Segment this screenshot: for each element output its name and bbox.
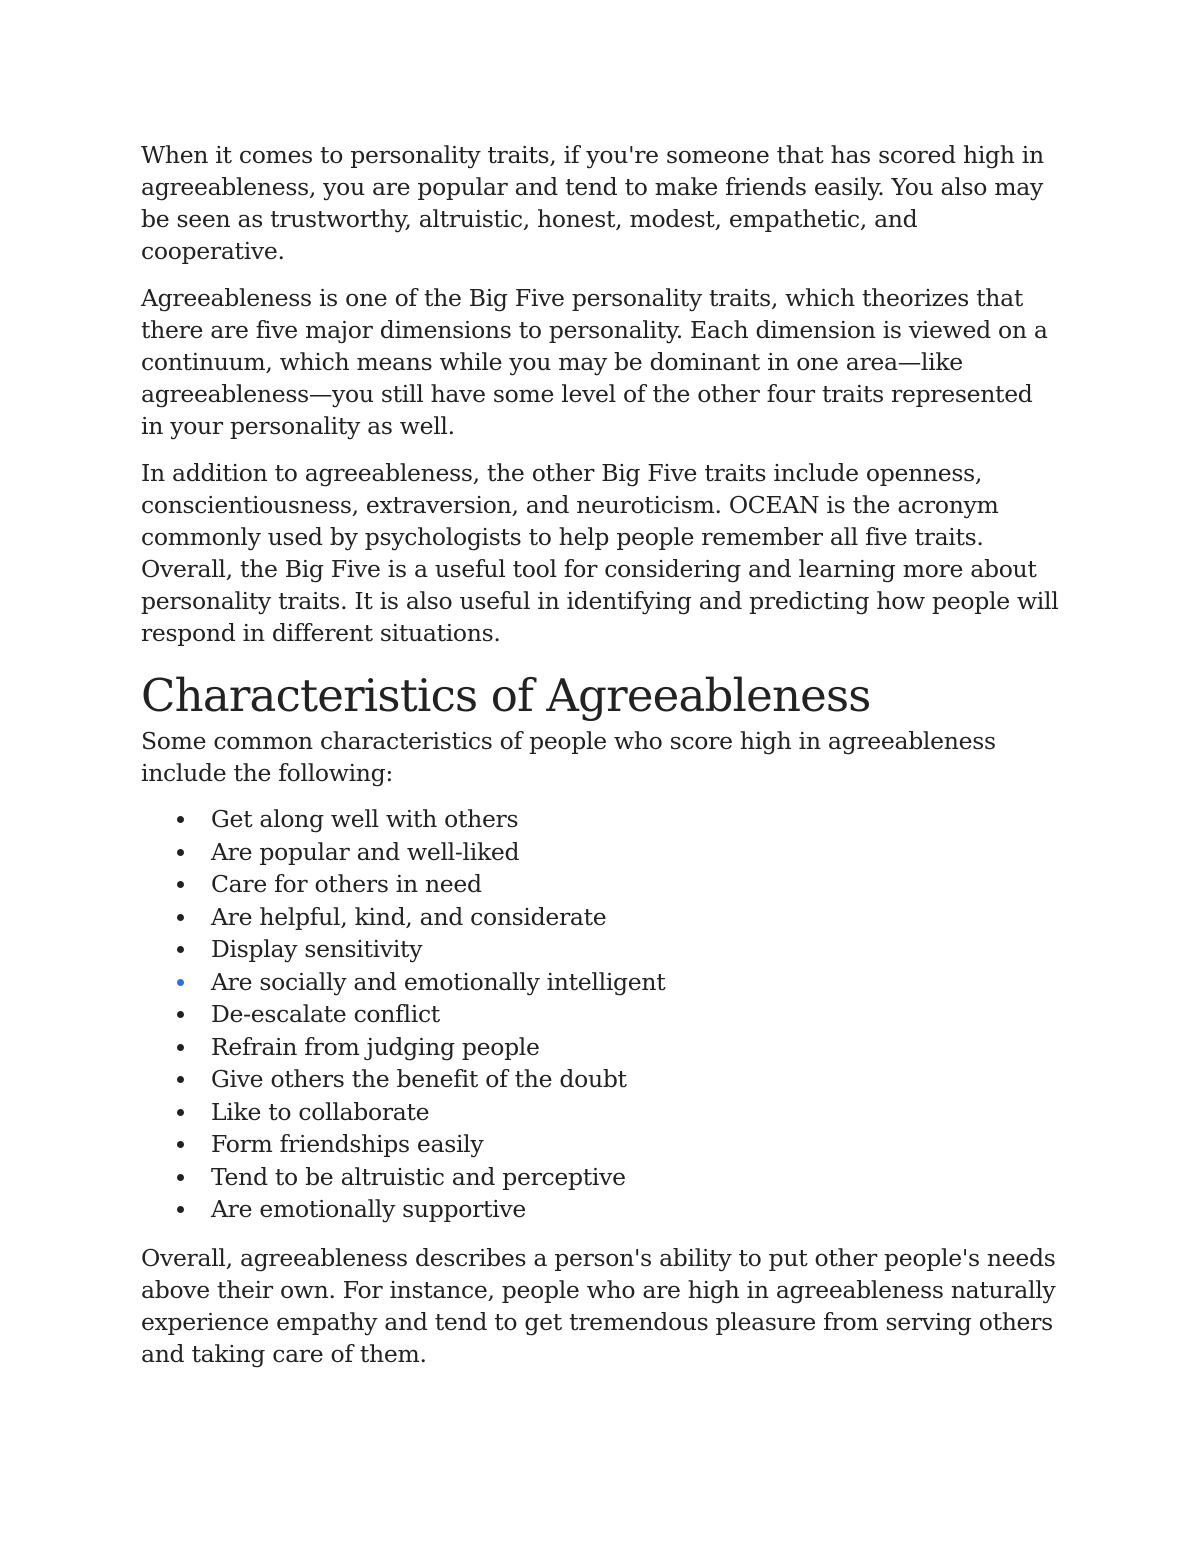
list-item: Like to collaborate <box>211 1096 1061 1129</box>
list-item: Display sensitivity <box>211 933 1061 966</box>
list-item: Give others the benefit of the doubt <box>211 1063 1061 1096</box>
section-heading: Characteristics of Agreeableness <box>141 669 871 722</box>
list-item: De-escalate conflict <box>211 998 1061 1031</box>
list-item: Form friendships easily <box>211 1128 1061 1161</box>
intro-paragraph-1: When it comes to personality traits, if you're someone that has scored high in agreeableness, you are popular and tend to make friends easily. You also may be seen as trustworthy, altruistic, honest, modest, empathetic, and cooperative. <box>141 141 1044 265</box>
characteristics-list <box>141 803 1061 1226</box>
closing-paragraph: Overall, agreeableness describes a person's ability to put other people's needs above their own. For instance, people who are high in agreeableness naturally experience empathy and tend to get tremendous pleasure from serving others and taking care of them. <box>141 1243 1056 1368</box>
list-item: Refrain from judging people <box>211 1031 1061 1064</box>
list-item: Get along well with others <box>211 803 1061 836</box>
list-item: Are helpful, kind, and considerate <box>211 901 1061 934</box>
list-item: Tend to be altruistic and perceptive <box>211 1161 1061 1194</box>
intro-paragraph-2: Agreeableness is one of the Big Five personality traits, which theorizes that there are five major dimensions to personality. Each dimension is viewed on a continuum, which means while you may be dominant in one area—like agreeableness—you still have some level of the other four traits represented in your personality as well. <box>141 284 1048 440</box>
list-item: Are socially and emotionally intelligent <box>211 966 1061 999</box>
document-page <box>141 139 1061 1385</box>
section-lead-paragraph: Some common characteristics of people who score high in agreeableness include the following: <box>141 727 996 787</box>
list-item: Are popular and well-liked <box>211 836 1061 869</box>
list-item: Care for others in need <box>211 868 1061 901</box>
intro-paragraph-3: In addition to agreeableness, the other Big Five traits include openness, conscientiousness, extraversion, and neuroticism. OCEAN is the acronym commonly used by psychologists to help people remember all five traits. Overall, the Big Five is a useful tool for considering and learning more about personality traits. It is also useful in identifying and predicting how people will respond in different situations. <box>141 459 1059 647</box>
list-item: Are emotionally supportive <box>211 1193 1061 1226</box>
